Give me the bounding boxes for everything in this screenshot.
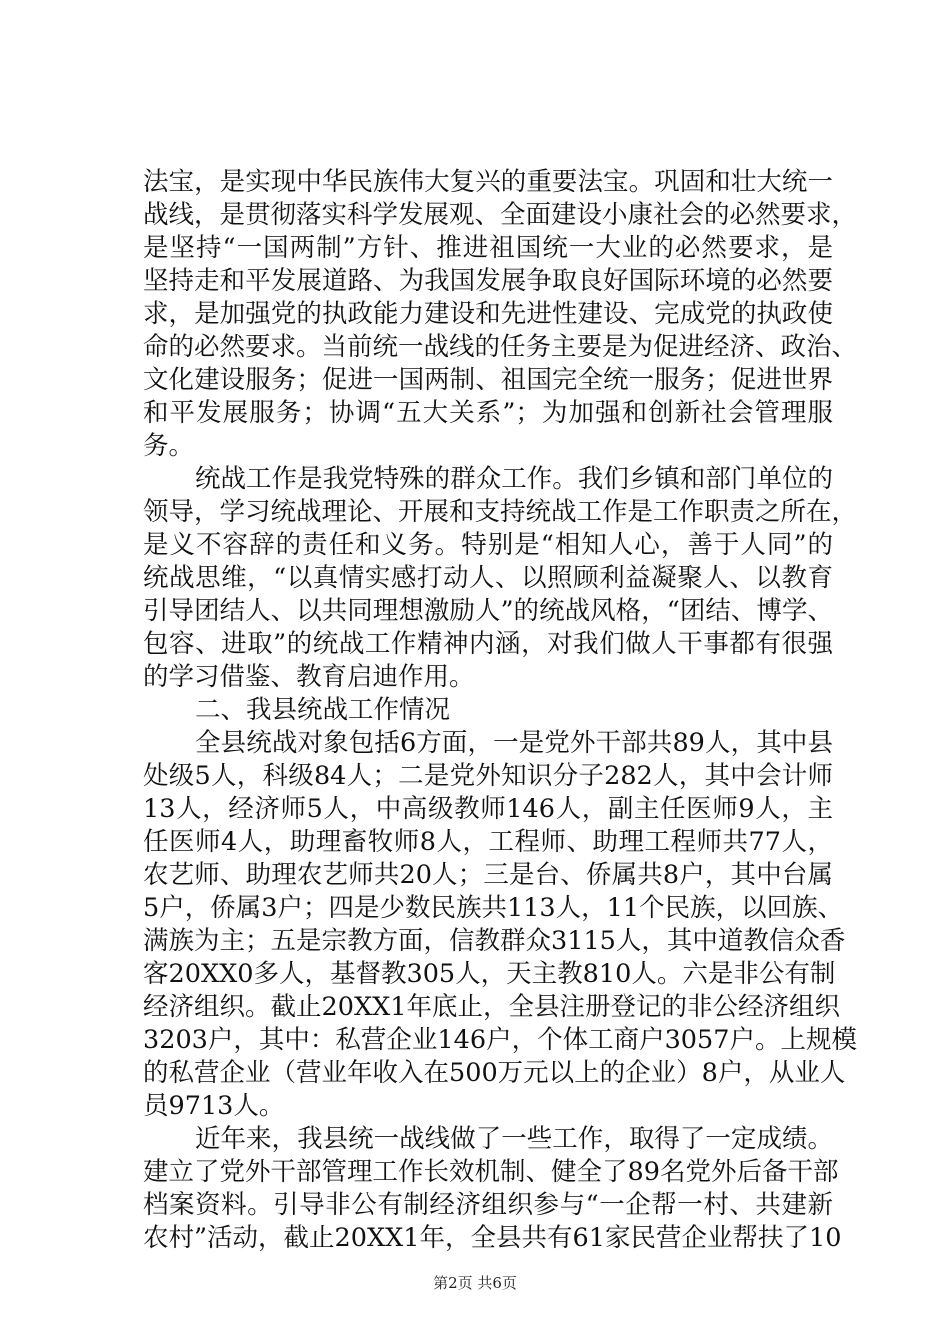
text-line: 档案资料。引导非公有制经济组织参与“一企帮一村、共建新 [143,1190,833,1220]
text-line: 满族为主；五是宗教方面，信教群众3115人，其中道教信众香 [143,926,846,956]
text-line: 命的必然要求。当前统一战线的任务主要是为促进经济、政治、 [143,332,858,362]
text-line: 建立了党外干部管理工作长效机制、健全了89名党外后备干部 [143,1157,839,1187]
text-line: 的学习借鉴、教育启迪作用。 [143,662,475,692]
text-line: 员9713人。 [143,1091,285,1121]
text-line: 农村”活动，截止20XX1年，全县共有61家民营企业帮扶了10 [143,1223,842,1253]
text-line: 包容、进取”的统战工作精神内涵，对我们做人干事都有很强 [143,629,833,659]
text-line: 战线，是贯彻落实科学发展观、全面建设小康社会的必然要求， [143,200,858,230]
text-line: 近年来，我县统一战线做了一些工作，取得了一定成绩。 [195,1124,833,1154]
text-line: 3203户，其中：私营企业146户，个体工商户3057户。上规模 [143,1025,857,1055]
paragraph [143,463,858,694]
text-line: 任医师4人，助理畜牧师8人，工程师、助理工程师共77人， [143,827,833,857]
text-line: 统战工作是我党特殊的群众工作。我们乡镇和部门单位的 [195,464,833,494]
text-line: 5户，侨属3户；四是少数民族共113人，11个民族，以回族、 [143,893,844,923]
text-line: 的私营企业（营业年收入在500万元以上的企业）8户，从业人 [143,1058,846,1088]
text-line: 是坚持“一国两制”方针、推进祖国统一大业的必然要求，是 [143,233,833,263]
text-line: 引导团结人、以共同理想激励人”的统战风格，“团结、博学、 [143,596,833,626]
text-line: 是义不容辞的责任和义务。特别是“相知人心，善于人同”的 [143,530,833,560]
paragraph [143,694,833,727]
text-line: 和平发展服务；协调“五大关系”；为加强和创新社会管理服 [143,398,833,428]
text-line: 务。 [143,431,195,461]
text-line: 领导，学习统战理论、开展和支持统战工作是工作职责之所在， [143,497,858,527]
text-line: 处级5人，科级84人；二是党外知识分子282人，其中会计师 [143,761,833,791]
text-line: 二、我县统战工作情况 [195,695,451,725]
text-line: 坚持走和平发展道路、为我国发展争取良好国际环境的必然要 [143,266,833,296]
paragraph [143,727,857,1123]
text-line: 经济组织。截止20XX1年底止，全县注册登记的非公经济组织 [143,992,840,1022]
text-line: 全县统战对象包括6方面，一是党外干部共89人，其中县 [195,728,833,758]
text-line: 13人，经济师5人，中高级教师146人，副主任医师9人，主 [143,794,833,824]
paragraph [143,166,858,463]
page-number-footer: 第2页 共6页 [433,1274,517,1292]
text-line: 农艺师、助理农艺师共20人；三是台、侨属共8户，其中台属 [143,860,833,890]
text-line: 统战思维，“以真情实感打动人、以照顾利益凝聚人、以教育 [143,563,833,593]
text-line: 客20XX0多人，基督教305人，天主教810人。六是非公有制 [143,959,836,989]
text-line: 求，是加强党的执政能力建设和先进性建设、完成党的执政使 [143,299,833,329]
paragraph [143,1123,842,1255]
text-line: 法宝，是实现中华民族伟大复兴的重要法宝。巩固和壮大统一 [143,167,833,197]
document-body [143,166,858,1255]
text-line: 文化建设服务；促进一国两制、祖国完全统一服务；促进世界 [143,365,833,395]
